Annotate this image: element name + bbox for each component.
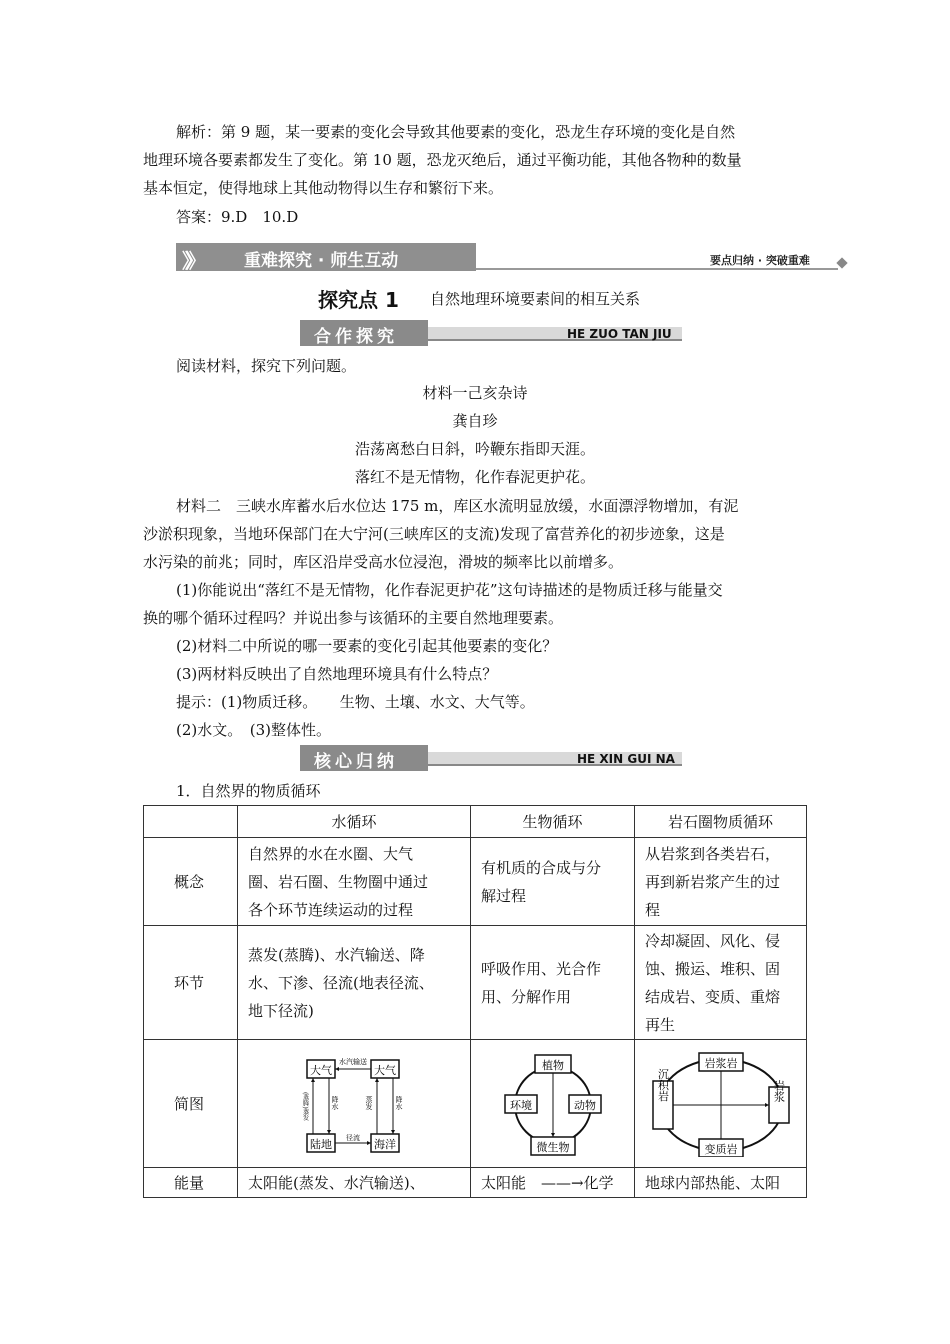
material1-title: 材料一己亥杂诗 (422, 384, 528, 402)
banner-divider (476, 268, 838, 270)
row-label: 能量 (144, 1168, 238, 1198)
row-label: 概念 (144, 838, 238, 926)
analysis-line-2: 地理环境各要素都发生了变化。第 10 题，恐龙灭绝后，通过平衡功能，其他各物种的数量 (143, 151, 742, 169)
table-header-cell (144, 806, 238, 838)
chevron-arrows-icon: 》》 (182, 249, 200, 273)
section-title: 探究点 1 (318, 288, 399, 312)
material2-line-3: 水污染的前兆；同时，库区沿岸受高水位浸泡，滑坡的频率比以前增多。 (143, 553, 624, 571)
row-label: 环节 (144, 926, 238, 1040)
bio-animal: 动物 (573, 1098, 596, 1112)
table-cell (471, 1040, 635, 1168)
cell-line: 蒸发(蒸腾)、水汽输送、降 (248, 945, 425, 964)
rock-sedimentary: 沉积岩 (656, 1068, 669, 1101)
water-cycle-diagram (299, 1052, 409, 1156)
table-row (144, 838, 807, 926)
hint-2: (2)水文。 (3)整体性。 (176, 721, 331, 739)
cell-line: 解过程 (481, 886, 527, 905)
table-row (144, 926, 807, 1040)
cell-line: 呼吸作用、光合作 (481, 959, 602, 978)
water-precip-left: 降水 (331, 1095, 339, 1110)
cell-line: 程 (645, 900, 661, 919)
core-banner-label: 核心归纳 (314, 752, 398, 772)
water-atm-left: 大气 (310, 1063, 332, 1077)
water-evap-right: 蒸发 (365, 1095, 373, 1110)
bio-env: 环境 (509, 1098, 532, 1112)
cell-line: 圈、岩石圈、生物圈中通过 (248, 872, 429, 891)
banner-title: 重难探究 · 师生互动 (244, 251, 399, 271)
table-header-cell: 生物循环 (471, 806, 635, 838)
question-1b: 换的哪个循环过程吗？并说出参与该循环的主要自然地理要素。 (143, 609, 564, 627)
rock-metamorphic: 变质岩 (704, 1142, 737, 1156)
table-cell (238, 926, 471, 1040)
question-2: (2)材料二中所说的哪一要素的变化引起其他要素的变化？ (176, 637, 558, 655)
table-cell: 地球内部热能、太阳 (635, 1168, 807, 1198)
list-title: 1．自然界的物质循环 (176, 782, 321, 800)
material2-line-2: 沙淤积现象，当地环保部门在大宁河(三峡库区的支流)发现了富营养化的初步迹象，这是 (143, 525, 725, 543)
analysis-line-1: 解析：第 9 题，某一要素的变化会导致其他要素的变化，恐龙生存环境的变化是自然 (176, 123, 736, 141)
cell-line: 水、下渗、径流(地表径流、 (248, 973, 434, 992)
table-cell (238, 1040, 471, 1168)
table-cell (635, 926, 807, 1040)
water-land: 陆地 (310, 1137, 332, 1151)
table-header-row (144, 806, 807, 838)
question-1a: (1)你能说出“落红不是无情物，化作春泥更护花”这句诗描述的是物质迁移与能量交 (176, 581, 723, 599)
water-atm-right: 大气 (374, 1063, 396, 1077)
coop-banner-right: HE ZUO TAN JIU (567, 327, 672, 341)
core-banner (300, 745, 428, 771)
intro-text: 阅读材料，探究下列问题。 (176, 357, 357, 375)
cell-line: 冷却凝固、风化、侵 (645, 931, 781, 950)
table-cell (471, 838, 635, 926)
table-cell: 太阳能(蒸发、水汽输送)、 (238, 1168, 471, 1198)
cell-line: 自然界的水在水圈、大气 (248, 844, 414, 863)
material1-verse-1: 浩荡离愁白日斜，吟鞭东指即天涯。 (354, 440, 595, 458)
bio-cycle-diagram (503, 1051, 603, 1157)
section-subtitle: 自然地理环境要素间的相互关系 (430, 290, 641, 308)
rock-magmatic: 岩浆岩 (704, 1056, 737, 1070)
coop-banner-label: 合作探究 (314, 327, 398, 347)
cell-line: 有机质的合成与分 (481, 858, 602, 877)
material1-verse-2: 落红不是无情物，化作春泥更护花。 (354, 468, 595, 486)
table-cell (238, 838, 471, 926)
row-label: 简图 (144, 1040, 238, 1168)
water-ocean: 海洋 (374, 1137, 396, 1151)
rock-magma: 岩浆 (772, 1079, 785, 1102)
table-cell: 太阳能 ——→化学 (471, 1168, 635, 1198)
cell-line: 从岩浆到各类岩石， (645, 844, 781, 863)
material2-line-1: 材料二 三峡水库蓄水后水位达 175 m，库区水流明显放缓，水面漂浮物增加，有泥 (176, 497, 739, 515)
hint-1: 提示：(1)物质迁移。 生物、土壤、水文、大气等。 (176, 693, 535, 711)
cell-line: 地下径流) (248, 1001, 314, 1020)
cell-line: 结成岩、变质、重熔 (645, 987, 781, 1006)
banner-right-label: 要点归纳 · 突破重难 (710, 254, 810, 267)
water-evap-left: (蒸腾)蒸发 (301, 1091, 309, 1121)
cell-line: 再到新岩浆产生的过 (645, 872, 781, 891)
water-transport: 水汽输送 (339, 1057, 367, 1066)
question-3: (3)两材料反映出了自然地理环境具有什么特点？ (176, 665, 498, 683)
table-header-cell: 水循环 (238, 806, 471, 838)
core-banner-right: HE XIN GUI NA (577, 752, 675, 766)
bio-plant: 植物 (541, 1058, 564, 1072)
diamond-icon (836, 257, 847, 268)
cycle-table (143, 805, 807, 1198)
table-cell (635, 1040, 807, 1168)
rock-cycle-diagram (651, 1051, 791, 1157)
cell-line: 再生 (645, 1015, 676, 1034)
table-row (144, 1040, 807, 1168)
table-cell (635, 838, 807, 926)
section-banner (176, 243, 476, 271)
coop-banner (300, 320, 428, 346)
table-header-cell: 岩石圈物质循环 (635, 806, 807, 838)
cell-line: 蚀、搬运、堆积、固 (645, 959, 781, 978)
cell-line: 用、分解作用 (481, 987, 572, 1006)
analysis-line-3: 基本恒定，使得地球上其他动物得以生存和繁衍下来。 (143, 179, 504, 197)
table-row (144, 1168, 807, 1198)
water-precip-right: 降水 (395, 1095, 403, 1110)
table-cell (471, 926, 635, 1040)
water-runoff: 径流 (346, 1133, 360, 1142)
cell-line: 各个环节连续运动的过程 (248, 900, 414, 919)
answer-line: 答案：9.D 10.D (176, 208, 299, 226)
bio-micro: 微生物 (536, 1140, 569, 1154)
material1-author: 龚自珍 (452, 412, 498, 430)
